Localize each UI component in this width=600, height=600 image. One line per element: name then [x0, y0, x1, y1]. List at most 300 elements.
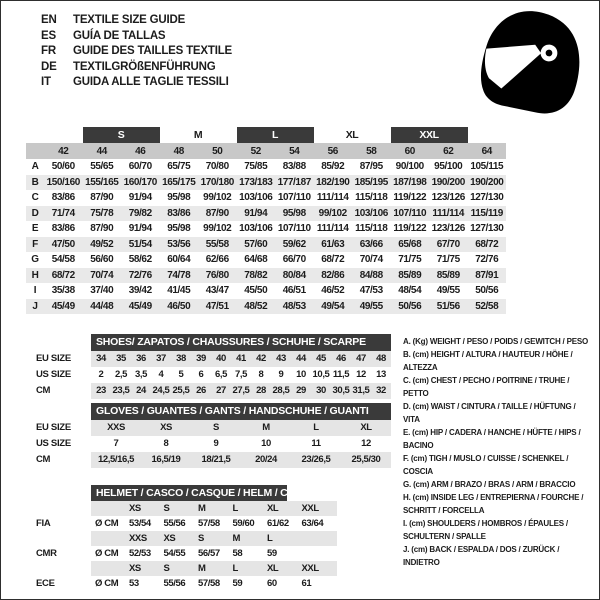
- sizes-row-spacer: [91, 531, 129, 546]
- size-value-cell: 70/74: [359, 254, 383, 266]
- language-code: IT: [41, 76, 51, 88]
- side-spacer: [36, 403, 91, 420]
- size-value-cell: 83/88: [282, 161, 306, 173]
- helmet-value-cell: 60: [267, 578, 277, 589]
- size-value-cell: 59/62: [275, 237, 314, 253]
- shoes-value-cell: 7,5: [234, 369, 247, 380]
- size-table-row: [26, 299, 506, 315]
- helmet-values-row: [91, 546, 337, 561]
- row-letter: A: [31, 161, 39, 173]
- helmet-value-cell: 59: [267, 548, 277, 559]
- helmet-size-cell: L: [232, 563, 238, 574]
- shoes-value-cell: 2,5: [114, 369, 127, 380]
- size-value-cell: 107/110: [391, 206, 430, 222]
- size-band-XXL: XXL: [391, 127, 468, 143]
- shoes-value-cell: 36: [136, 353, 146, 364]
- shoes-table: [91, 334, 391, 399]
- gloves-value-cell: 11: [311, 438, 321, 449]
- size-value-cell: 41/45: [167, 285, 191, 297]
- shoes-value-cell: 6: [198, 369, 204, 380]
- size-value-cell: 111/114: [429, 206, 468, 222]
- gloves-value-cell: M: [262, 422, 270, 433]
- size-value-cell: 115/118: [355, 192, 388, 204]
- size-value-cell: 83/86: [51, 223, 75, 235]
- shoes-value-cell: 24: [136, 385, 146, 396]
- size-band-empty: [44, 127, 83, 143]
- helmet-size-cell: XXL: [301, 563, 319, 574]
- column-header: 52: [237, 143, 276, 159]
- size-value-cell: 68/72: [468, 237, 507, 253]
- legend-item: C. (cm) CHEST / PECHO / POITRINE / TRUHE / PETTO: [403, 376, 570, 398]
- size-band-L: L: [237, 127, 314, 143]
- size-value-cell: 103/106: [239, 223, 273, 235]
- shoes-value-cell: 5: [178, 369, 184, 380]
- size-value-cell: 56/60: [90, 254, 114, 266]
- shoes-value-cell: 42: [256, 353, 266, 364]
- shoes-value-cell: 30: [316, 385, 326, 396]
- language-row: [41, 29, 232, 45]
- size-value-cell: 48/52: [237, 299, 276, 315]
- size-band-M: M: [193, 129, 203, 141]
- size-value-cell: 72/76: [121, 268, 160, 284]
- helmet-value-cell: 61/62: [267, 518, 289, 529]
- row-letter: C: [31, 192, 39, 204]
- size-value-cell: 49/54: [314, 299, 353, 315]
- size-value-cell: 60/64: [167, 254, 191, 266]
- size-value-cell: 87/91: [468, 268, 507, 284]
- helmet-size-cell: XS: [163, 533, 176, 544]
- size-value-cell: 50/56: [475, 285, 499, 297]
- size-table-row: [26, 237, 506, 253]
- row-letter: I: [33, 285, 37, 297]
- standard-label: CMR: [36, 548, 57, 559]
- language-row: [41, 60, 232, 76]
- size-value-cell: 68/72: [321, 254, 345, 266]
- shoes-value-cell: 32: [376, 385, 386, 396]
- shoes-row: [91, 351, 391, 367]
- measurement-legend: [403, 335, 591, 569]
- helmet-value-cell: 58: [232, 548, 243, 559]
- shoes-value-cell: 46: [336, 353, 346, 364]
- spacer-label: [36, 501, 91, 516]
- size-value-cell: 115/119: [468, 206, 507, 222]
- helmet-size-cell: M: [198, 563, 206, 574]
- gloves-value-cell: S: [213, 422, 219, 433]
- legend-item: A. (Kg) WEIGHT / PESO / POIDS / GEWITCH / PESO: [403, 337, 589, 346]
- size-value-cell: 87/95: [359, 161, 383, 173]
- gloves-size-section: [36, 403, 391, 468]
- size-value-cell: 53/56: [160, 237, 199, 253]
- size-value-cell: 47/53: [359, 285, 383, 297]
- size-value-cell: 39/42: [128, 285, 152, 297]
- helmet-size-cell: XXS: [129, 533, 147, 544]
- helmet-value-cell: 59/60: [232, 518, 255, 529]
- legend-item: D. (cm) WAIST / CINTURA / TAILLE / HÜFTUNG / VITA: [403, 402, 576, 424]
- size-value-cell: 37/40: [90, 285, 114, 297]
- size-value-cell: 46/51: [282, 285, 306, 297]
- row-letter: J: [26, 299, 44, 315]
- size-value-cell: 50/60: [51, 161, 75, 173]
- size-value-cell: 111/114: [316, 223, 349, 235]
- size-table-row: [26, 221, 506, 237]
- size-value-cell: 85/89: [391, 268, 430, 284]
- size-value-cell: 48/54: [398, 285, 422, 297]
- size-table-row: [26, 159, 506, 175]
- size-value-cell: 65/75: [167, 161, 191, 173]
- shoes-title-bar: SHOES/ ZAPATOS / CHAUSSURES / SCHUHE / SCARPE: [91, 334, 391, 351]
- size-value-cell: 55/65: [90, 161, 114, 173]
- side-spacer: [36, 334, 91, 351]
- size-value-cell: 99/102: [203, 223, 232, 235]
- size-value-cell: 64/68: [244, 254, 268, 266]
- gloves-value-cell: 12,5/16,5: [97, 454, 135, 465]
- legend-item: E. (cm) HIP / CADERA / HANCHE / HÜFTE / HIPS / BACINO: [403, 428, 581, 450]
- size-value-cell: 70/80: [205, 161, 229, 173]
- shoes-value-cell: 11,5: [332, 369, 350, 380]
- helmet-size-cell: L: [232, 503, 238, 514]
- legend-item: J. (cm) BACK / ESPALDA / DOS / ZURÜCK / INDIETRO: [403, 545, 560, 567]
- size-value-cell: 107/110: [277, 223, 311, 235]
- size-value-cell: 71/75: [436, 254, 460, 266]
- size-value-cell: 72/76: [475, 254, 499, 266]
- helmet-value-cell: 55/56: [163, 518, 186, 529]
- shoes-value-cell: 48: [376, 353, 386, 364]
- helmet-sizes-row: [91, 531, 337, 546]
- size-value-cell: 46/50: [160, 299, 199, 315]
- size-value-cell: 63/66: [352, 237, 391, 253]
- helmet-row-labels: [36, 485, 91, 591]
- size-value-cell: 165/175: [160, 175, 199, 191]
- column-header: 48: [160, 143, 199, 159]
- shoes-value-cell: 35: [116, 353, 126, 364]
- size-table-row: [26, 206, 506, 222]
- helmet-size-cell: S: [163, 563, 170, 574]
- row-letter: H: [26, 268, 44, 284]
- gloves-row: [91, 452, 391, 468]
- size-value-cell: 83/86: [160, 206, 199, 222]
- shoes-value-cell: 41: [236, 353, 246, 364]
- gloves-value-cell: L: [313, 422, 319, 433]
- helmet-values-row: [91, 516, 337, 531]
- shoes-value-cell: 23,5: [112, 385, 130, 396]
- size-value-cell: 185/195: [352, 175, 391, 191]
- standard-label: ECE: [36, 578, 55, 589]
- language-code: EN: [41, 14, 57, 26]
- legend-item: I. (cm) SHOULDERS / HOMBROS / ÉPAULES / SCHULTERN / SPALLE: [403, 519, 568, 541]
- size-value-cell: 99/102: [203, 192, 232, 204]
- size-value-cell: 127/130: [470, 192, 504, 204]
- column-header-row: [26, 143, 506, 159]
- size-value-cell: 177/187: [275, 175, 314, 191]
- helmet-value-cell: 55/56: [163, 578, 186, 589]
- standard-label: FIA: [36, 518, 51, 529]
- gloves-row-label: CM: [36, 454, 51, 465]
- language-row: [41, 13, 232, 29]
- shoes-row: [91, 367, 391, 383]
- size-value-cell: 90/100: [395, 161, 424, 173]
- shoes-value-cell: 3,5: [134, 369, 147, 380]
- helmet-size-cell: XS: [129, 563, 141, 574]
- helmet-size-cell: XXL: [301, 503, 319, 514]
- size-value-cell: 91/94: [237, 206, 276, 222]
- sizes-row-spacer: [91, 561, 129, 576]
- size-value-cell: 127/130: [470, 223, 504, 235]
- size-value-cell: 65/68: [391, 237, 430, 253]
- size-value-cell: 55/58: [198, 237, 237, 253]
- shoes-row-label: US SIZE: [36, 369, 71, 380]
- shoes-size-section: [36, 334, 391, 399]
- column-header: 54: [275, 143, 314, 159]
- column-header: 60: [391, 143, 430, 159]
- shoes-value-cell: 45: [316, 353, 326, 364]
- shoes-row: [91, 383, 391, 399]
- column-header: 58: [352, 143, 391, 159]
- column-header: 56: [314, 143, 353, 159]
- helmet-size-cell: M: [198, 503, 206, 514]
- language-row: [41, 44, 232, 60]
- size-value-cell: 45/49: [121, 299, 160, 315]
- helmet-value-cell: 61: [301, 578, 312, 589]
- size-value-cell: 187/198: [391, 175, 430, 191]
- size-value-cell: 43/47: [205, 285, 229, 297]
- size-value-cell: 71/75: [398, 254, 422, 266]
- size-value-cell: 119/122: [393, 223, 427, 235]
- gloves-row-label: EU SIZE: [36, 422, 71, 433]
- size-value-cell: 87/90: [198, 206, 237, 222]
- legend-item: F. (cm) TIGH / MUSLO / CUISSE / SCHENKEL / COSCIA: [403, 454, 569, 476]
- helmet-size-cell: S: [198, 533, 204, 544]
- shoes-value-cell: 30,5: [332, 385, 350, 396]
- size-band-row: [26, 127, 506, 143]
- size-value-cell: 68/72: [44, 268, 83, 284]
- size-value-cell: 51/56: [429, 299, 468, 315]
- shoes-value-cell: 23: [96, 385, 106, 396]
- shoes-row-labels: [36, 334, 91, 399]
- helmet-value-cell: 53: [129, 578, 139, 589]
- helmet-value-cell: 57/58: [198, 518, 220, 529]
- size-value-cell: 76/80: [198, 268, 237, 284]
- helmet-value-cell: 57/58: [198, 578, 220, 589]
- helmet-size-cell: [302, 531, 337, 546]
- size-table-row: [26, 283, 506, 299]
- apparel-size-table: [26, 127, 506, 314]
- helmet-value-cell: 56/57: [198, 548, 220, 559]
- size-value-cell: 87/90: [90, 223, 114, 235]
- shoes-value-cell: 4: [158, 369, 164, 380]
- spacer-label: [36, 531, 91, 546]
- shoes-value-cell: 6,5: [214, 369, 227, 380]
- size-value-cell: 150/160: [44, 175, 83, 191]
- guide-title: TEXTILGRÖßENFÜHRUNG: [73, 60, 216, 73]
- size-value-cell: 160/170: [121, 175, 160, 191]
- size-value-cell: 95/98: [275, 206, 314, 222]
- gloves-title-bar: GLOVES / GUANTES / GANTS / HANDSCHUHE / GUANTI: [91, 403, 391, 420]
- legend-item: G. (cm) ARM / BRAZO / BRAS / ARM / BRACCIO: [403, 480, 576, 489]
- size-value-cell: 47/51: [198, 299, 237, 315]
- column-header: 50: [198, 143, 237, 159]
- shoes-value-cell: 28: [256, 385, 266, 396]
- gloves-value-cell: 18/21,5: [201, 454, 231, 465]
- column-header: 42: [44, 143, 83, 159]
- gloves-value-cell: 20/24: [255, 454, 277, 465]
- side-spacer: [36, 485, 91, 501]
- size-table-row: [26, 268, 506, 284]
- shoes-value-cell: 44: [296, 353, 306, 364]
- size-value-cell: 91/94: [128, 192, 152, 204]
- size-table-row: [26, 175, 506, 191]
- size-value-cell: 173/183: [237, 175, 276, 191]
- language-title-block: [41, 13, 232, 91]
- guide-title: TEXTILE SIZE GUIDE: [73, 14, 186, 26]
- gloves-row-label: US SIZE: [36, 438, 71, 449]
- gloves-value-cell: 7: [113, 438, 119, 449]
- helmet-size-section: [36, 485, 337, 591]
- diameter-unit-label: Ø CM: [95, 518, 119, 529]
- row-letter: E: [31, 223, 39, 235]
- shoes-value-cell: 38: [176, 353, 186, 364]
- column-header: 62: [429, 143, 468, 159]
- gloves-value-cell: 8: [163, 438, 169, 449]
- helmet-table: [91, 485, 337, 591]
- shoes-value-cell: 29: [296, 385, 306, 396]
- size-table-row: [26, 190, 506, 206]
- helmet-icon: [471, 5, 587, 117]
- size-value-cell: 91/94: [128, 223, 152, 235]
- gloves-value-cell: 12: [361, 438, 371, 449]
- gloves-value-cell: 25,5/30: [351, 454, 381, 465]
- size-value-cell: 75/78: [83, 206, 122, 222]
- row-letter: B: [26, 175, 44, 191]
- gloves-value-cell: XXS: [107, 422, 125, 433]
- helmet-size-cell: S: [163, 503, 170, 514]
- helmet-sizes-row: [91, 561, 337, 576]
- gloves-row: [91, 420, 391, 436]
- shoes-value-cell: 37: [156, 353, 166, 364]
- size-value-cell: 45/49: [44, 299, 83, 315]
- size-value-cell: 85/92: [321, 161, 345, 173]
- size-value-cell: 103/106: [352, 206, 391, 222]
- language-code: FR: [41, 45, 56, 57]
- size-band-empty: [468, 127, 507, 143]
- size-value-cell: 87/90: [90, 192, 114, 204]
- row-letter: D: [26, 206, 44, 222]
- language-code: DE: [41, 60, 57, 73]
- size-value-cell: 155/165: [83, 175, 122, 191]
- size-value-cell: 52/58: [468, 299, 507, 315]
- size-value-cell: 74/78: [160, 268, 199, 284]
- size-band-S: S: [83, 127, 160, 143]
- helmet-value-cell: 59: [232, 578, 243, 589]
- size-value-cell: 61/63: [314, 237, 353, 253]
- size-value-cell: 35/38: [51, 285, 75, 297]
- helmet-value-cell: 54/55: [163, 548, 186, 559]
- shoes-value-cell: 28,5: [272, 385, 290, 396]
- column-header: 64: [468, 143, 507, 159]
- size-band-XL: XL: [345, 129, 359, 141]
- guide-title: GUIDA ALLE TAGLIE TESSILI: [73, 76, 229, 88]
- helmet-value-cell: 53/54: [129, 518, 151, 529]
- shoes-value-cell: 34: [96, 353, 106, 364]
- size-value-cell: 50/56: [391, 299, 430, 315]
- size-value-cell: 103/106: [239, 192, 273, 204]
- diameter-unit-label: Ø CM: [95, 548, 119, 559]
- size-value-cell: 182/190: [314, 175, 353, 191]
- shoes-value-cell: 2: [98, 369, 104, 380]
- size-value-cell: 57/60: [237, 237, 276, 253]
- size-value-cell: 70/74: [83, 268, 122, 284]
- helmet-size-cell: XL: [267, 563, 279, 574]
- shoes-value-cell: 10,5: [312, 369, 330, 380]
- helmet-size-cell: XL: [267, 503, 279, 514]
- gloves-value-cell: XL: [360, 422, 372, 433]
- size-table-row: [26, 252, 506, 268]
- helmet-size-cell: M: [232, 533, 241, 544]
- size-value-cell: 190/200: [429, 175, 468, 191]
- helmet-title-bar: HELMET / CASCO / CASQUE / HELM / CASCO: [91, 485, 287, 501]
- shoes-value-cell: 13: [376, 369, 386, 380]
- size-value-cell: 82/86: [314, 268, 353, 284]
- size-value-cell: 170/180: [198, 175, 237, 191]
- legend-item: H. (cm) INSIDE LEG / ENTREPIERNA / FOURCHE / SCHRITT / FORCELLA: [403, 493, 584, 515]
- size-value-cell: 95/98: [167, 192, 191, 204]
- spacer-label: [36, 561, 91, 576]
- size-value-cell: 45/50: [244, 285, 268, 297]
- size-value-cell: 85/89: [429, 268, 468, 284]
- size-value-cell: 123/126: [431, 223, 465, 235]
- row-letter: F: [26, 237, 44, 253]
- size-value-cell: 67/70: [429, 237, 468, 253]
- helmet-sizes-row: [91, 501, 337, 516]
- size-value-cell: 123/126: [431, 192, 465, 204]
- size-value-cell: 46/52: [321, 285, 345, 297]
- size-value-cell: 78/82: [237, 268, 276, 284]
- size-value-cell: 60/70: [128, 161, 152, 173]
- shoes-value-cell: 27: [216, 385, 226, 396]
- helmet-value-cell: 52/53: [129, 548, 151, 559]
- size-value-cell: 95/98: [167, 223, 191, 235]
- shoes-value-cell: 8: [258, 369, 264, 380]
- column-header-spacer: [26, 143, 44, 159]
- language-row: [41, 75, 232, 91]
- shoes-value-cell: 10: [296, 369, 306, 380]
- size-value-cell: 83/86: [51, 192, 75, 204]
- shoes-value-cell: 47: [356, 353, 366, 364]
- row-letter: G: [31, 254, 39, 266]
- shoes-row-label: EU SIZE: [36, 353, 71, 364]
- size-value-cell: 66/70: [282, 254, 306, 266]
- size-value-cell: 58/62: [128, 254, 152, 266]
- shoes-row-label: CM: [36, 385, 51, 396]
- sizes-row-spacer: [91, 501, 129, 516]
- size-value-cell: 62/66: [205, 254, 229, 266]
- helmet-values-row: [91, 576, 337, 591]
- size-value-cell: 48/53: [275, 299, 314, 315]
- guide-title: GUIDE DES TAILLES TEXTILE: [73, 45, 232, 57]
- shoes-value-cell: 39: [196, 353, 206, 364]
- helmet-value-cell: [302, 546, 337, 561]
- size-value-cell: 71/74: [44, 206, 83, 222]
- gloves-value-cell: 9: [213, 438, 219, 449]
- gloves-value-cell: 10: [261, 438, 271, 449]
- size-value-cell: 79/82: [121, 206, 160, 222]
- guide-title: GUÍA DE TALLAS: [73, 29, 166, 42]
- size-value-cell: 51/54: [121, 237, 160, 253]
- size-value-cell: 80/84: [275, 268, 314, 284]
- gloves-row-labels: [36, 403, 91, 468]
- language-code: ES: [41, 29, 56, 42]
- size-value-cell: 47/50: [44, 237, 83, 253]
- diameter-unit-label: Ø CM: [95, 578, 119, 589]
